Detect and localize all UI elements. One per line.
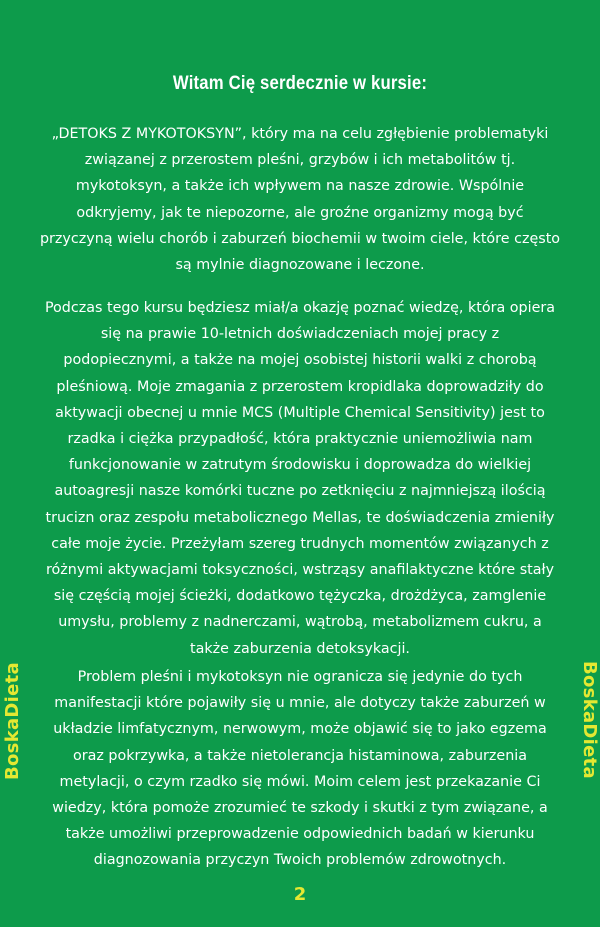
intro-paragraph: „DETOKS Z MYKOTOKSYN”, który ma na celu zgłębienie problematyki związanej z przerostem pleśni, grzybów i ich metabolitów tj. mykotoksyn, a także ich wpływem na nasze zdrowie. Wspólnie odkryjemy, jak te niepozorne, ale groźne organizmy mogą być przyczyną wielu chorób i zaburzeń biochemii w twoim ciele, które często są mylnie diagnozowane i leczone. [39, 126, 561, 274]
brand-left-vertical: BoskaDieta [2, 662, 23, 780]
experience-paragraph: Podczas tego kursu będziesz miał/a okazję poznać wiedzę, która opiera się na prawie 10-letnich doświadczeniach mojej pracy z podopiecznymi, a także na mojej osobistej historii walki z chorobą pleśniową. Moje zmagania z przerostem kropidlaka doprowadziły do aktywacji obecnej u mnie MCS (Multiple Chemical Sensitivity) jest to rzadka i ciężka przypadłość, która praktycznie uniemożliwia nam funkcjonowanie w zatrutym środowisku i doprowadza do wielkiej autoagresji nasze komórki tuczne po zetknięciu z najmniejszą ilością trucizn oraz zespołu metabolicznego Mellas, te doświadczenia zmieniły całe moje życie. Przeżyłam szereg trudnych momentów związanych z różnymi aktywacjami toksyczności, wstrząsy anafilaktyczne które stały się częścią mojej ścieżki, dodatkowo tężyczka, drożdżyca, zamglenie umysłu, problemy z nadnerczami, wątrobą, metabolizmem cukru, a także zaburzenia detoksykacji. [44, 300, 556, 657]
page-title: Witam Cię serdecznie w kursie: [172, 73, 428, 94]
brand-right-vertical: BoskaDieta [579, 661, 600, 779]
problem-paragraph: Problem pleśni i mykotoksyn nie ogranicza się jedynie do tych manifestacji które pojawiły się u mnie, ale dotyczy także zaburzeń w układzie limfatycznym, nerwowym, może objawić się to jako egzema oraz pokrzywka, a także nietolerancja histaminowa, zaburzenia metylacji, o czym rzadko się mówi. Moim celem jest przekazanie Ci wiedzy, która pomoże zrozumieć te szkody i skutki z tym związane, a także umożliwi przeprowadzenie odpowiednich badań w kierunku diagnozowania przyczyn Twoich problemów zdrowotnych. [52, 669, 548, 869]
page-number: 2 [293, 884, 307, 905]
